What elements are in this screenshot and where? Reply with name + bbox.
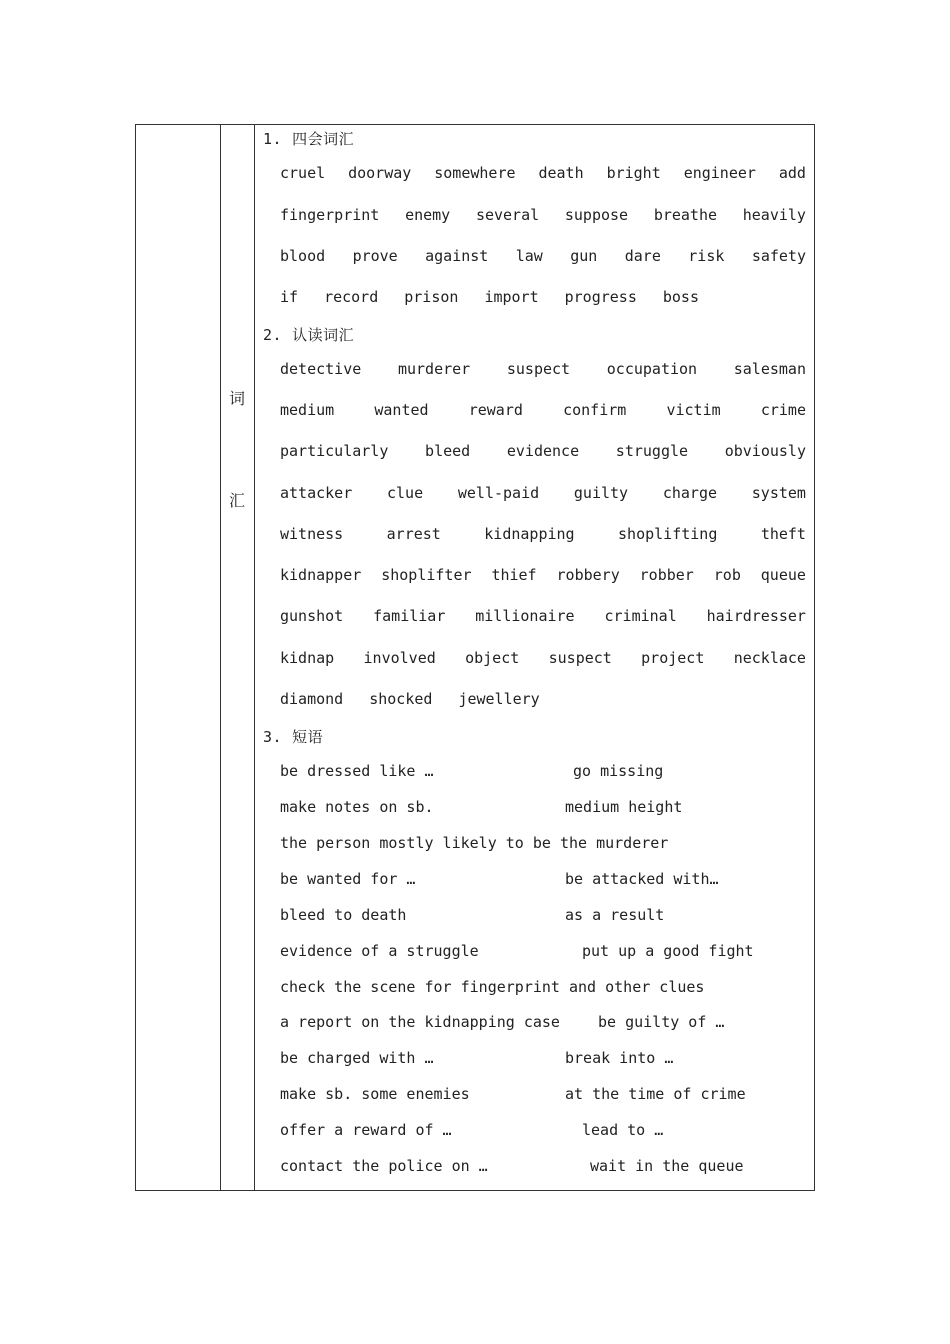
vocab-word: progress (564, 288, 637, 306)
vocab-word: fingerprint (280, 206, 380, 224)
word-row (280, 206, 806, 224)
phrase: lead to … (582, 1121, 664, 1139)
phrase: medium height (565, 798, 683, 816)
vocab-word: against (425, 247, 489, 265)
phrase: be attacked with… (565, 870, 719, 888)
phrase: be wanted for … (280, 870, 416, 888)
section-title: 四会词汇 (292, 130, 355, 148)
vocab-word: bright (606, 164, 661, 182)
vocab-word: jewellery (458, 690, 540, 708)
phrase-row (280, 978, 806, 998)
vocab-word: struggle (615, 442, 689, 460)
word-row (280, 247, 806, 265)
vocab-word: thief (491, 566, 537, 584)
vocab-word: murderer (397, 360, 471, 378)
phrase: a report on the kidnapping case (280, 1013, 560, 1031)
section-title: 短语 (292, 728, 324, 746)
word-row (280, 649, 806, 667)
vocab-word: record (324, 288, 379, 306)
vocab-word: theft (760, 525, 806, 543)
vocab-word: guilty (573, 484, 629, 502)
vocab-word: well-paid (457, 484, 540, 502)
vocab-word: law (515, 247, 543, 265)
vocab-word: kidnapper (280, 566, 362, 584)
section-title: 认读词汇 (292, 326, 355, 344)
word-row (280, 566, 806, 584)
phrase: as a result (565, 906, 665, 924)
vocab-word: reward (468, 401, 523, 419)
section-heading-1 (263, 128, 354, 149)
vocab-word: kidnapping (484, 525, 575, 543)
vocab-word: death (538, 164, 584, 182)
vocab-word: prison (404, 288, 459, 306)
column-divider-1 (220, 125, 221, 1190)
phrase: at the time of crime (565, 1085, 746, 1103)
vocab-word: particularly (280, 442, 389, 460)
vocab-word: add (778, 164, 806, 182)
phrase: check the scene for fingerprint and other clues (280, 978, 705, 996)
section-heading-3 (263, 726, 323, 747)
vocab-word: charge (662, 484, 718, 502)
vocab-word: prove (352, 247, 398, 265)
category-label-char-1: 词 (228, 389, 245, 408)
vocab-word: bleed (425, 442, 471, 460)
vocab-word: cruel (280, 164, 326, 182)
vocab-word: safety (751, 247, 806, 265)
phrase: be dressed like … (280, 762, 434, 780)
column-divider-2 (254, 125, 255, 1190)
vocab-word: shocked (369, 690, 433, 708)
vocab-word: dare (624, 247, 661, 265)
vocab-word: if (280, 288, 299, 306)
phrase: make sb. some enemies (280, 1085, 470, 1103)
word-row (280, 607, 806, 625)
vocab-word: hairdresser (706, 607, 806, 625)
vocab-word: clue (387, 484, 424, 502)
vocab-word: medium (280, 401, 335, 419)
vocab-word: heavily (742, 206, 806, 224)
section-number: 2. (263, 326, 283, 344)
phrase-row (280, 834, 806, 854)
vocab-word: confirm (563, 401, 627, 419)
vocab-word: victim (666, 401, 721, 419)
phrase: offer a reward of … (280, 1121, 452, 1139)
word-row (280, 525, 806, 543)
phrase: break into … (565, 1049, 674, 1067)
vocab-word: witness (280, 525, 344, 543)
phrase-row (280, 1013, 806, 1033)
vocab-word: system (751, 484, 806, 502)
word-row (280, 164, 806, 182)
word-row (280, 442, 806, 460)
category-label-char-2: 汇 (228, 491, 245, 510)
vocab-word: engineer (683, 164, 756, 182)
vocab-word: wanted (374, 401, 429, 419)
vocab-word: familiar (373, 607, 446, 625)
vocab-word: millionaire (475, 607, 575, 625)
vocab-word: salesman (733, 360, 806, 378)
vocab-word: necklace (733, 649, 806, 667)
word-row (280, 360, 806, 378)
phrase: make notes on sb. (280, 798, 434, 816)
word-row (280, 401, 806, 419)
vocab-word: involved (363, 649, 436, 667)
word-row (280, 690, 806, 708)
vocab-word: obviously (724, 442, 806, 460)
phrase: wait in the queue (590, 1157, 744, 1175)
vocab-word: several (475, 206, 540, 224)
vocab-word: robber (639, 566, 694, 584)
vocab-word: robbery (556, 566, 620, 584)
vocab-word: shoplifter (381, 566, 472, 584)
phrase-row (280, 762, 806, 782)
phrase: evidence of a struggle (280, 942, 479, 960)
vocab-word: somewhere (434, 164, 516, 182)
vocab-word: crime (760, 401, 806, 419)
word-row (280, 288, 806, 306)
vocab-word: enemy (405, 206, 451, 224)
vocab-word: suspect (506, 360, 571, 378)
vocab-word: rob (713, 566, 741, 584)
phrase: the person mostly likely to be the murderer (280, 834, 669, 852)
vocab-word: diamond (280, 690, 344, 708)
word-row (280, 484, 806, 502)
phrase-row (280, 1049, 806, 1069)
phrase: contact the police on … (280, 1157, 488, 1175)
vocab-word: object (465, 649, 520, 667)
vocab-word: shoplifting (618, 525, 718, 543)
section-number: 3. (263, 728, 283, 746)
section-heading-2 (263, 324, 354, 345)
vocab-word: project (641, 649, 705, 667)
vocab-word: evidence (506, 442, 580, 460)
phrase-row (280, 942, 806, 962)
phrase-row (280, 1085, 806, 1105)
phrase-row (280, 1121, 806, 1141)
vocab-word: arrest (386, 525, 441, 543)
phrase: go missing (573, 762, 664, 780)
vocab-word: queue (760, 566, 806, 584)
vocab-word: attacker (280, 484, 353, 502)
vocab-word: detective (280, 360, 362, 378)
phrase-row (280, 798, 806, 818)
phrase-row (280, 906, 806, 926)
vocab-word: occupation (606, 360, 698, 378)
phrase: bleed to death (280, 906, 407, 924)
vocab-word: gun (570, 247, 598, 265)
vocab-word: criminal (604, 607, 677, 625)
phrase: be guilty of … (598, 1013, 725, 1031)
vocab-word: boss (662, 288, 699, 306)
section-number: 1. (263, 130, 283, 148)
phrase: put up a good fight (582, 942, 754, 960)
vocab-word: suppose (564, 206, 629, 224)
vocab-word: gunshot (280, 607, 344, 625)
vocab-word: breathe (653, 206, 718, 224)
vocab-word: risk (688, 247, 725, 265)
vocab-word: suspect (548, 649, 612, 667)
vocab-word: doorway (348, 164, 412, 182)
vocab-word: blood (280, 247, 326, 265)
vocab-word: import (484, 288, 539, 306)
phrase-row (280, 870, 806, 890)
phrase-row (280, 1157, 806, 1177)
vocab-word: kidnap (280, 649, 335, 667)
phrase: be charged with … (280, 1049, 434, 1067)
